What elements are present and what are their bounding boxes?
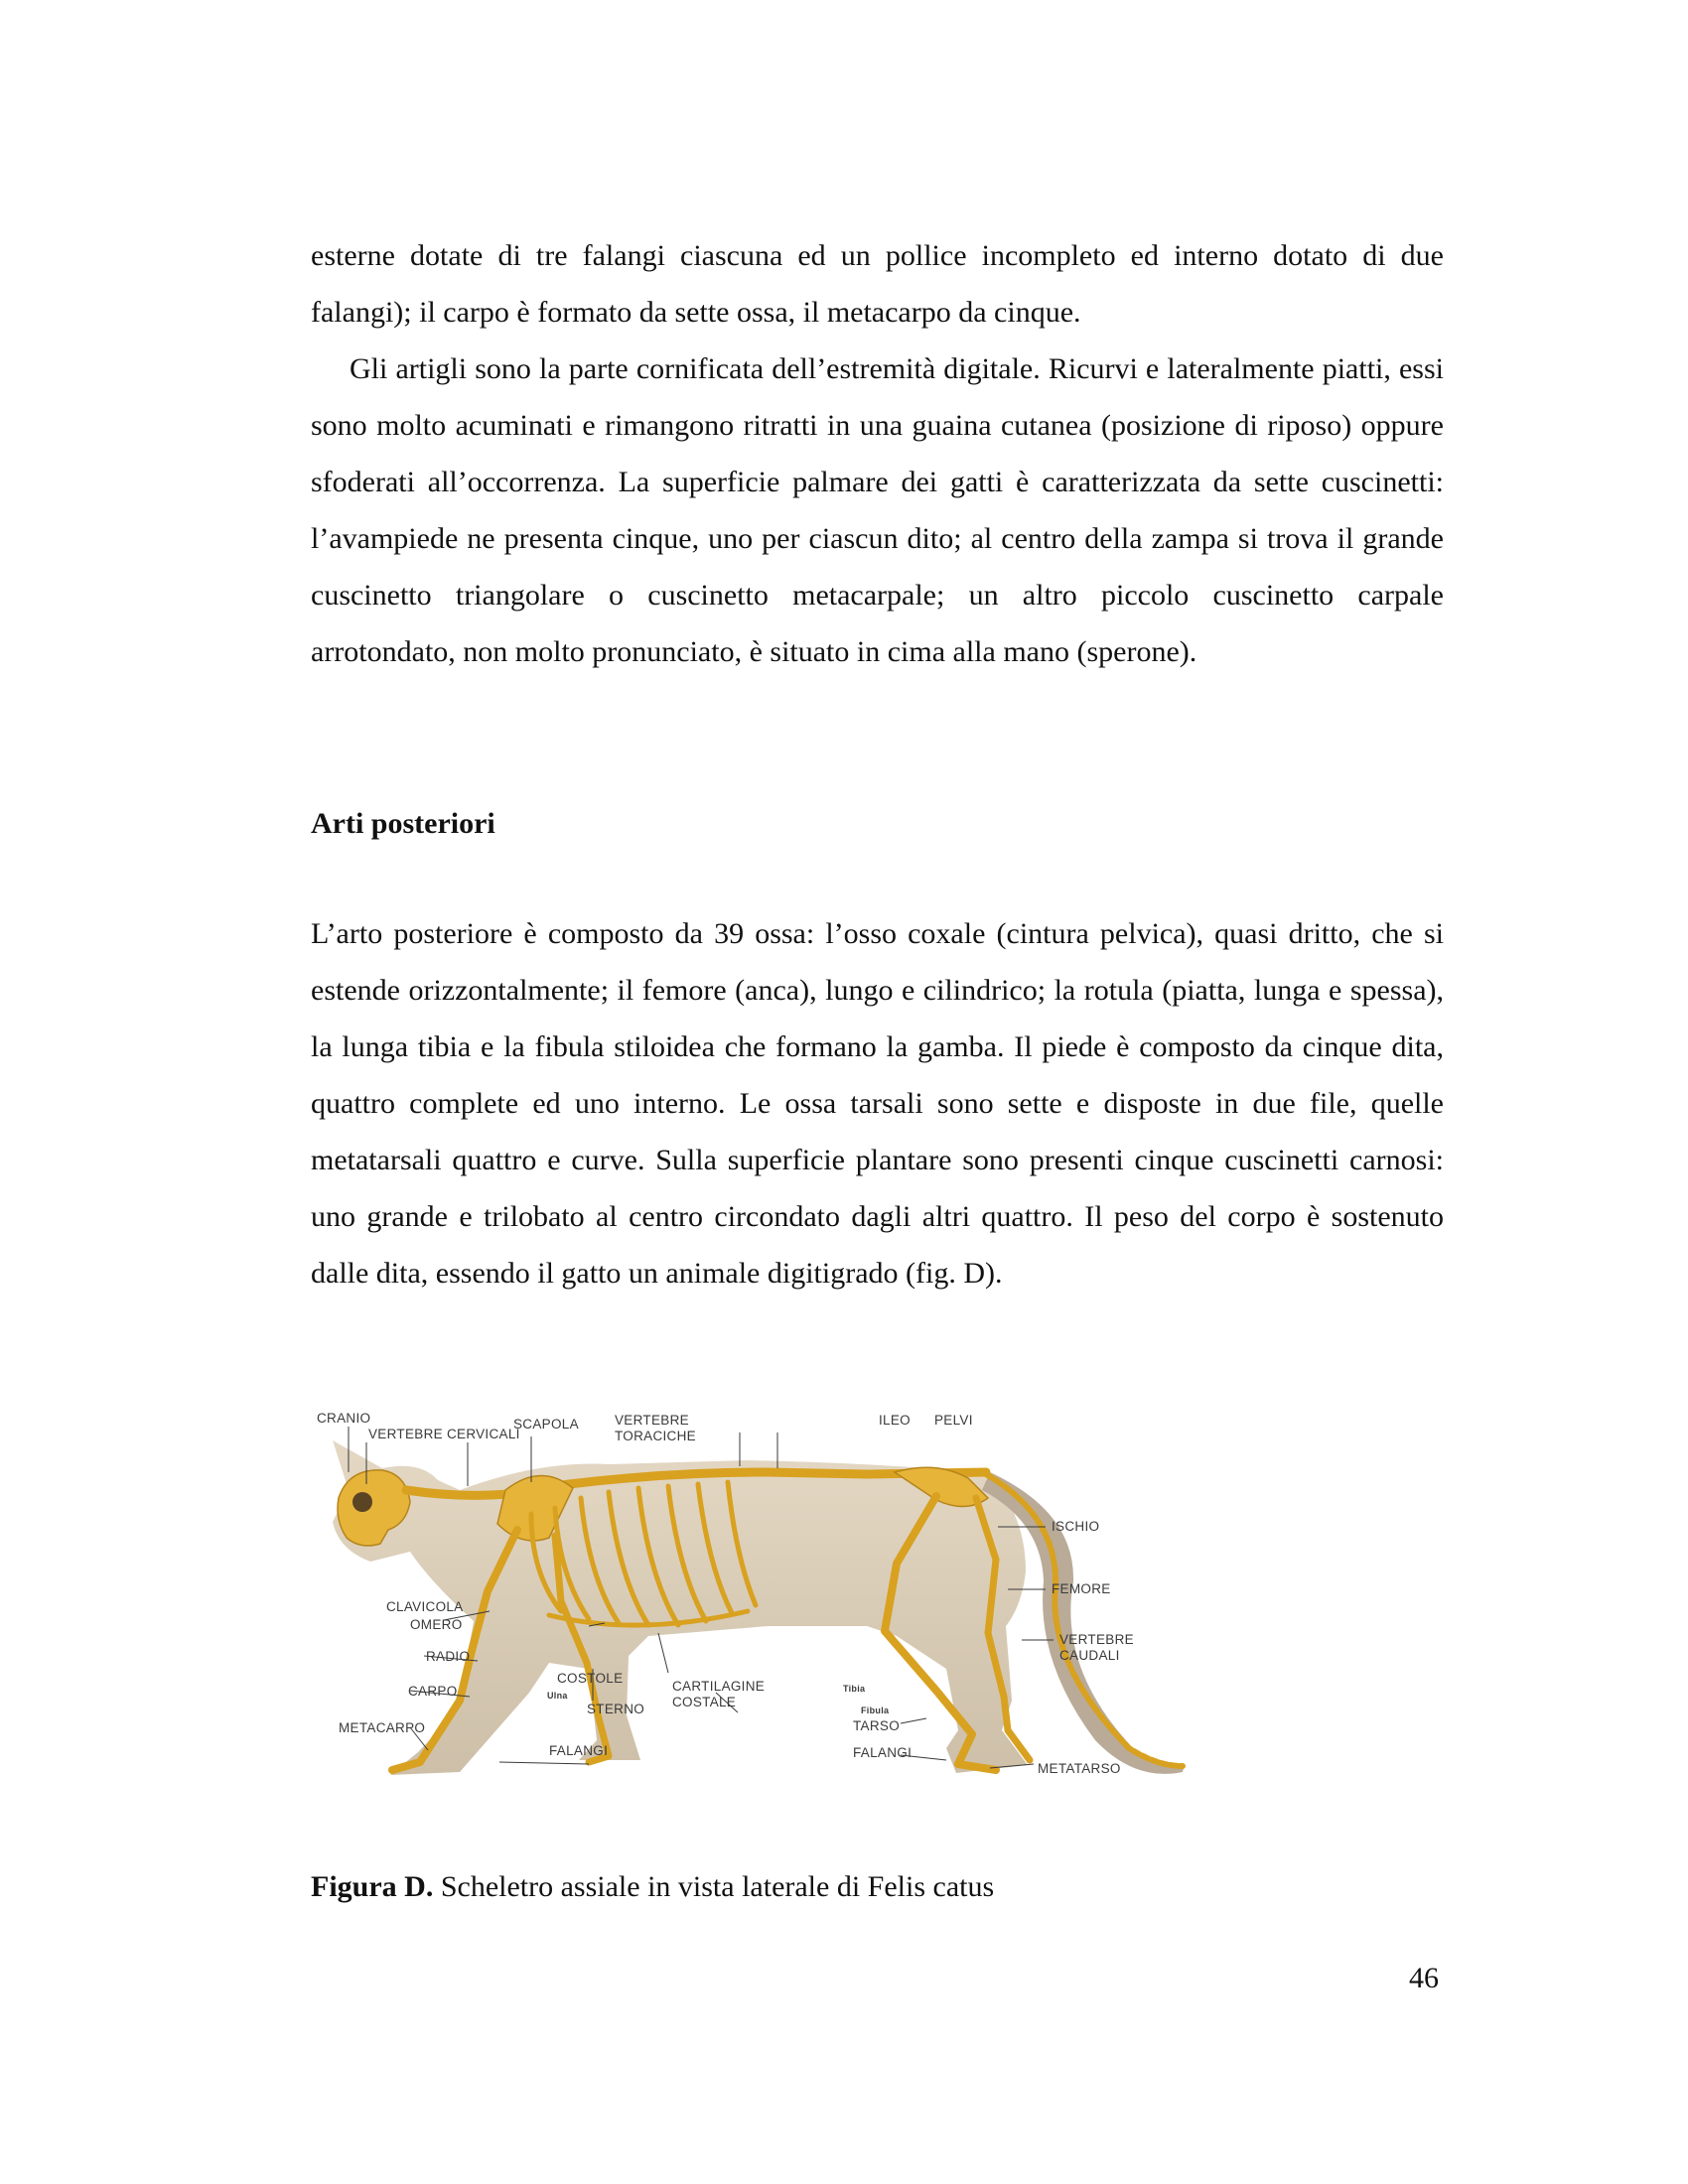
- label-pelvi: PELVI: [934, 1413, 973, 1428]
- label-omero: OMERO: [410, 1617, 463, 1632]
- label-vertebre-caudali-2: CAUDALI: [1059, 1648, 1120, 1663]
- label-falangi-hind: FALANGI: [853, 1745, 913, 1760]
- label-cranio: CRANIO: [317, 1411, 371, 1426]
- label-tarso: TARSO: [853, 1718, 901, 1733]
- figure-caption: [311, 1870, 994, 1904]
- cat-skeleton-figure: [311, 1403, 1214, 1805]
- label-femore: FEMORE: [1052, 1581, 1111, 1596]
- caption-text: Scheletro assiale in vista laterale di Felis catus: [433, 1870, 995, 1903]
- label-falangi-front: FALANGI: [549, 1743, 609, 1758]
- label-vertebre-toraciche-1: VERTEBRE: [615, 1413, 689, 1428]
- caption-label: Figura D.: [311, 1870, 434, 1903]
- label-radio: RADIO: [426, 1649, 471, 1664]
- label-vertebre-cervicali: VERTEBRE CERVICALI: [368, 1427, 520, 1441]
- paragraph-hind-limbs: L’arto posteriore è composto da 39 ossa: l’osso coxale (cintura pelvica), quasi dritto, che si estende orizzontalmente; il femore (anca), lungo e cilindrico; la rotula (piatta, lunga e spessa), la lunga tibia e la fibula stiloidea che formano la gamba. Il piede è composto da cinque dita, quattro complete ed uno interno. Le ossa tarsali sono sette e disposte in due file, quelle metatarsali quattro e curve. Sulla superficie plantare sono presenti cinque cuscinetti carnosi: uno grande e trilobato al centro circondato dagli altri quattro. Il peso del corpo è sostenuto dalle dita, essendo il gatto un animale digitigrado (fig. D).: [311, 917, 1444, 1290]
- label-carpo: CARPO: [408, 1684, 458, 1699]
- label-tibia: Tibia: [843, 1684, 866, 1694]
- label-vertebre-caudali-1: VERTEBRE: [1059, 1632, 1134, 1647]
- label-fibula: Fibula: [861, 1706, 890, 1715]
- label-costole: COSTOLE: [557, 1671, 624, 1686]
- label-cartilagine-2: COSTALE: [672, 1695, 737, 1709]
- label-cartilagine-1: CARTILAGINE: [672, 1679, 766, 1694]
- label-ischio: ISCHIO: [1052, 1519, 1100, 1534]
- label-ileo: ILEO: [879, 1413, 911, 1428]
- page-number: 46: [1409, 1962, 1439, 1994]
- paragraph-claws: Gli artigli sono la parte cornificata dell’estremità digitale. Ricurvi e lateralmente piatti, essi sono molto acuminati e rimangono ritratti in una guaina cutanea (posizione di riposo) oppure sfoderati all’occorrenza. La superficie palmare dei gatti è caratterizzata da sette cuscinetti: l’avampiede ne presenta cinque, uno per ciascun dito; al centro della zampa si trova il grande cuscinetto triangolare o cuscinetto metacarpale; un altro piccolo cuscinetto carpale arrotondato, non molto pronunciato, è situato in cima alla mano (sperone).: [311, 352, 1444, 668]
- label-ulna: Ulna: [547, 1691, 568, 1701]
- label-vertebre-toraciche-2: TORACICHE: [615, 1429, 696, 1443]
- label-sterno: STERNO: [587, 1702, 645, 1716]
- section-heading: Arti posteriori: [311, 807, 495, 840]
- label-scapola: SCAPOLA: [513, 1417, 579, 1432]
- paragraph-continuation: esterne dotate di tre falangi ciascuna ed un pollice incompleto ed interno dotato di due falangi); il carpo è formato da sette ossa, il metacarpo da cinque.: [311, 239, 1444, 329]
- label-clavicola: CLAVICOLA: [386, 1599, 464, 1614]
- label-metacarpo: METACARPO: [339, 1720, 426, 1735]
- label-metatarso: METATARSO: [1038, 1761, 1121, 1776]
